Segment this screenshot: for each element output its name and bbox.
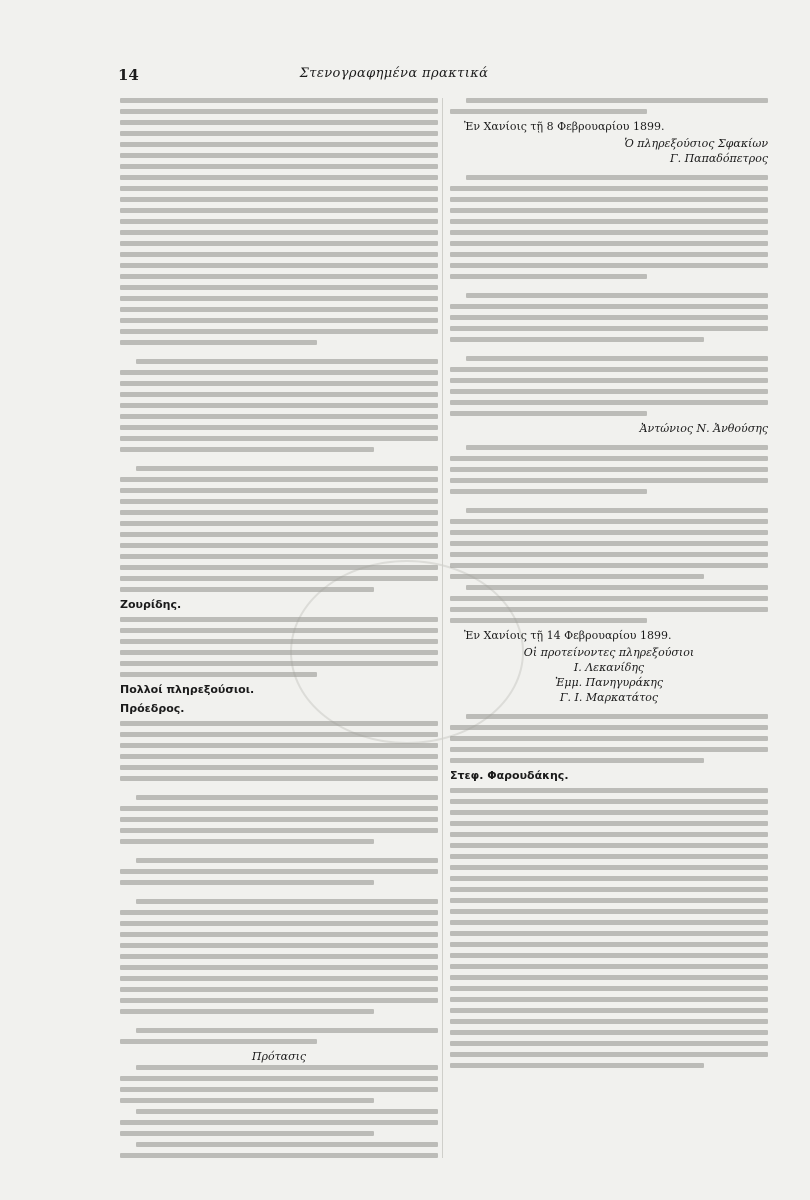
text-line-placeholder	[136, 1109, 438, 1114]
text-line-placeholder	[120, 296, 438, 301]
signatory-name: Ἐμμ. Πανηγυράκης	[554, 676, 664, 689]
text-line-placeholder	[120, 1087, 438, 1092]
text-line-placeholder	[120, 828, 438, 833]
text-line-placeholder	[120, 219, 438, 224]
text-block	[450, 293, 768, 342]
text-block	[120, 98, 438, 345]
text-line-placeholder	[120, 932, 438, 937]
text-line-placeholder	[120, 197, 438, 202]
text-line-placeholder	[450, 920, 768, 925]
text-line-placeholder	[120, 532, 438, 537]
text-line-placeholder	[120, 340, 317, 345]
signatory-name: Ι. Λεκανίδης	[573, 661, 645, 674]
text-line-placeholder	[450, 865, 768, 870]
text-line-placeholder	[466, 293, 768, 298]
text-line-placeholder	[120, 661, 438, 666]
text-line-placeholder	[120, 131, 438, 136]
text-line-placeholder	[120, 806, 438, 811]
text-line-placeholder	[120, 650, 438, 655]
text-line-placeholder	[450, 186, 768, 191]
text-line-placeholder	[120, 477, 438, 482]
text-line-placeholder	[120, 672, 317, 677]
speaker-label: Πολλοί πληρεξούσιοι.	[120, 683, 255, 696]
text-line-placeholder	[450, 326, 768, 331]
text-line-placeholder	[120, 732, 438, 737]
text-block	[120, 617, 438, 677]
text-block	[450, 445, 768, 494]
text-line-placeholder	[120, 617, 438, 622]
text-line-placeholder	[450, 208, 768, 213]
signatory-name: Γ. Ι. Μαρκατάτος	[559, 691, 659, 704]
text-line-placeholder	[450, 909, 768, 914]
right-column	[450, 98, 768, 1158]
left-column	[120, 98, 438, 1158]
text-line-placeholder	[120, 414, 438, 419]
text-line-placeholder	[136, 1028, 438, 1033]
text-line-placeholder	[120, 921, 438, 926]
text-line-placeholder	[450, 843, 768, 848]
text-block	[450, 714, 768, 763]
text-line-placeholder	[136, 858, 438, 863]
text-line-placeholder	[136, 1142, 438, 1147]
text-line-placeholder	[120, 765, 438, 770]
text-line-placeholder	[450, 986, 768, 991]
text-line-placeholder	[450, 1019, 768, 1024]
text-line-placeholder	[120, 976, 438, 981]
text-line-placeholder	[120, 164, 438, 169]
text-line-placeholder	[450, 997, 768, 1002]
page-number: 14	[118, 66, 139, 84]
text-line-placeholder	[120, 1009, 374, 1014]
signatory-name: Ἀντώνιος Ν. Ἀνθούσης	[639, 422, 768, 435]
text-line-placeholder	[120, 987, 438, 992]
signatory-title: Ὁ πληρεξούσιος Σφακίων	[624, 137, 768, 150]
text-line-placeholder	[120, 436, 438, 441]
text-block	[450, 98, 768, 114]
text-line-placeholder	[120, 241, 438, 246]
text-block	[120, 359, 438, 452]
text-block	[120, 1065, 438, 1158]
text-line-placeholder	[120, 910, 438, 915]
text-line-placeholder	[120, 175, 438, 180]
text-line-placeholder	[136, 795, 438, 800]
text-line-placeholder	[466, 445, 768, 450]
text-line-placeholder	[450, 607, 768, 612]
text-line-placeholder	[120, 817, 438, 822]
text-line-placeholder	[120, 153, 438, 158]
text-line-placeholder	[120, 880, 374, 885]
text-line-placeholder	[450, 832, 768, 837]
text-line-placeholder	[466, 585, 768, 590]
text-block	[120, 899, 438, 1014]
signatory-name: Γ. Παπαδόπετρος	[669, 152, 768, 165]
column-divider	[442, 98, 443, 1158]
text-line-placeholder	[120, 954, 438, 959]
text-line-placeholder	[450, 953, 768, 958]
text-line-placeholder	[450, 304, 768, 309]
text-line-placeholder	[450, 552, 768, 557]
text-line-placeholder	[450, 241, 768, 246]
text-line-placeholder	[450, 530, 768, 535]
text-line-placeholder	[450, 887, 768, 892]
text-line-placeholder	[120, 943, 438, 948]
text-line-placeholder	[450, 489, 647, 494]
text-line-placeholder	[450, 541, 768, 546]
text-line-placeholder	[120, 628, 438, 633]
text-line-placeholder	[450, 1008, 768, 1013]
text-line-placeholder	[450, 197, 768, 202]
text-line-placeholder	[450, 1030, 768, 1035]
speaker-label: Πρόεδρος.	[120, 702, 185, 715]
text-line-placeholder	[120, 447, 374, 452]
text-line-placeholder	[136, 466, 438, 471]
text-line-placeholder	[120, 318, 438, 323]
text-line-placeholder	[120, 120, 438, 125]
text-line-placeholder	[120, 307, 438, 312]
text-block	[450, 356, 768, 416]
text-line-placeholder	[120, 285, 438, 290]
text-line-placeholder	[120, 721, 438, 726]
text-line-placeholder	[120, 776, 438, 781]
text-line-placeholder	[120, 869, 438, 874]
text-line-placeholder	[450, 1052, 768, 1057]
text-line-placeholder	[450, 788, 768, 793]
text-block	[120, 721, 438, 781]
page-header	[118, 66, 670, 86]
date-line: Ἐν Χανίοις τῇ 14 Φεβρουαρίου 1899.	[464, 629, 672, 642]
text-line-placeholder	[450, 367, 768, 372]
text-line-placeholder	[450, 230, 768, 235]
text-line-placeholder	[466, 175, 768, 180]
text-line-placeholder	[450, 456, 768, 461]
text-line-placeholder	[120, 1131, 374, 1136]
text-line-placeholder	[136, 1065, 438, 1070]
text-line-placeholder	[450, 931, 768, 936]
text-line-placeholder	[120, 392, 438, 397]
text-block	[120, 466, 438, 592]
text-line-placeholder	[466, 508, 768, 513]
text-line-placeholder	[450, 758, 704, 763]
text-line-placeholder	[466, 356, 768, 361]
text-line-placeholder	[450, 596, 768, 601]
text-line-placeholder	[120, 1153, 438, 1158]
text-line-placeholder	[450, 378, 768, 383]
text-line-placeholder	[120, 230, 438, 235]
text-line-placeholder	[120, 1098, 374, 1103]
text-block	[450, 508, 768, 623]
text-line-placeholder	[466, 98, 768, 103]
text-line-placeholder	[450, 854, 768, 859]
text-line-placeholder	[450, 467, 768, 472]
text-line-placeholder	[120, 587, 374, 592]
text-line-placeholder	[450, 876, 768, 881]
text-line-placeholder	[120, 1039, 317, 1044]
text-line-placeholder	[120, 1076, 438, 1081]
text-line-placeholder	[120, 743, 438, 748]
text-line-placeholder	[120, 998, 438, 1003]
text-line-placeholder	[450, 219, 768, 224]
text-line-placeholder	[136, 899, 438, 904]
signatory-title: Οἱ προτείνοντες πληρεξούσιοι	[523, 646, 695, 659]
text-line-placeholder	[120, 521, 438, 526]
text-line-placeholder	[120, 370, 438, 375]
text-line-placeholder	[120, 403, 438, 408]
text-line-placeholder	[120, 499, 438, 504]
text-line-placeholder	[450, 263, 768, 268]
text-line-placeholder	[120, 109, 438, 114]
text-line-placeholder	[450, 799, 768, 804]
text-block	[450, 175, 768, 279]
text-line-placeholder	[450, 821, 768, 826]
text-line-placeholder	[120, 565, 438, 570]
text-block	[450, 788, 768, 1068]
text-line-placeholder	[120, 839, 374, 844]
text-line-placeholder	[120, 274, 438, 279]
text-line-placeholder	[450, 478, 768, 483]
text-line-placeholder	[136, 359, 438, 364]
text-block	[120, 858, 438, 885]
text-line-placeholder	[450, 315, 768, 320]
text-line-placeholder	[450, 964, 768, 969]
text-line-placeholder	[120, 554, 438, 559]
text-line-placeholder	[120, 576, 438, 581]
text-line-placeholder	[450, 563, 768, 568]
text-line-placeholder	[120, 965, 438, 970]
text-line-placeholder	[120, 186, 438, 191]
text-line-placeholder	[450, 252, 768, 257]
text-line-placeholder	[120, 425, 438, 430]
text-line-placeholder	[450, 400, 768, 405]
text-line-placeholder	[120, 639, 438, 644]
text-line-placeholder	[450, 109, 647, 114]
text-line-placeholder	[450, 725, 768, 730]
text-line-placeholder	[450, 898, 768, 903]
text-line-placeholder	[450, 810, 768, 815]
text-line-placeholder	[120, 329, 438, 334]
text-block	[120, 1028, 438, 1044]
text-line-placeholder	[450, 747, 768, 752]
text-line-placeholder	[120, 754, 438, 759]
text-line-placeholder	[450, 411, 647, 416]
text-line-placeholder	[120, 98, 438, 103]
text-line-placeholder	[450, 574, 704, 579]
proposal-title: Πρότασις	[251, 1050, 307, 1063]
text-line-placeholder	[120, 510, 438, 515]
text-line-placeholder	[120, 142, 438, 147]
text-line-placeholder	[450, 274, 647, 279]
text-line-placeholder	[450, 975, 768, 980]
text-line-placeholder	[450, 337, 704, 342]
text-line-placeholder	[120, 208, 438, 213]
text-line-placeholder	[450, 942, 768, 947]
text-line-placeholder	[120, 543, 438, 548]
text-block	[120, 795, 438, 844]
text-line-placeholder	[450, 519, 768, 524]
text-line-placeholder	[120, 381, 438, 386]
text-line-placeholder	[120, 1120, 438, 1125]
text-line-placeholder	[120, 263, 438, 268]
text-line-placeholder	[450, 736, 768, 741]
text-line-placeholder	[450, 1063, 704, 1068]
text-line-placeholder	[120, 488, 438, 493]
text-line-placeholder	[120, 252, 438, 257]
date-line: Ἐν Χανίοις τῇ 8 Φεβρουαρίου 1899.	[464, 120, 665, 133]
running-title: Στενογραφημένα πρακτικά	[299, 66, 489, 81]
text-line-placeholder	[450, 618, 647, 623]
text-line-placeholder	[450, 1041, 768, 1046]
text-line-placeholder	[450, 389, 768, 394]
speaker-label: Στεφ. Φαρουδάκης.	[450, 769, 569, 782]
speaker-label: Ζουρίδης.	[120, 598, 182, 611]
text-line-placeholder	[466, 714, 768, 719]
